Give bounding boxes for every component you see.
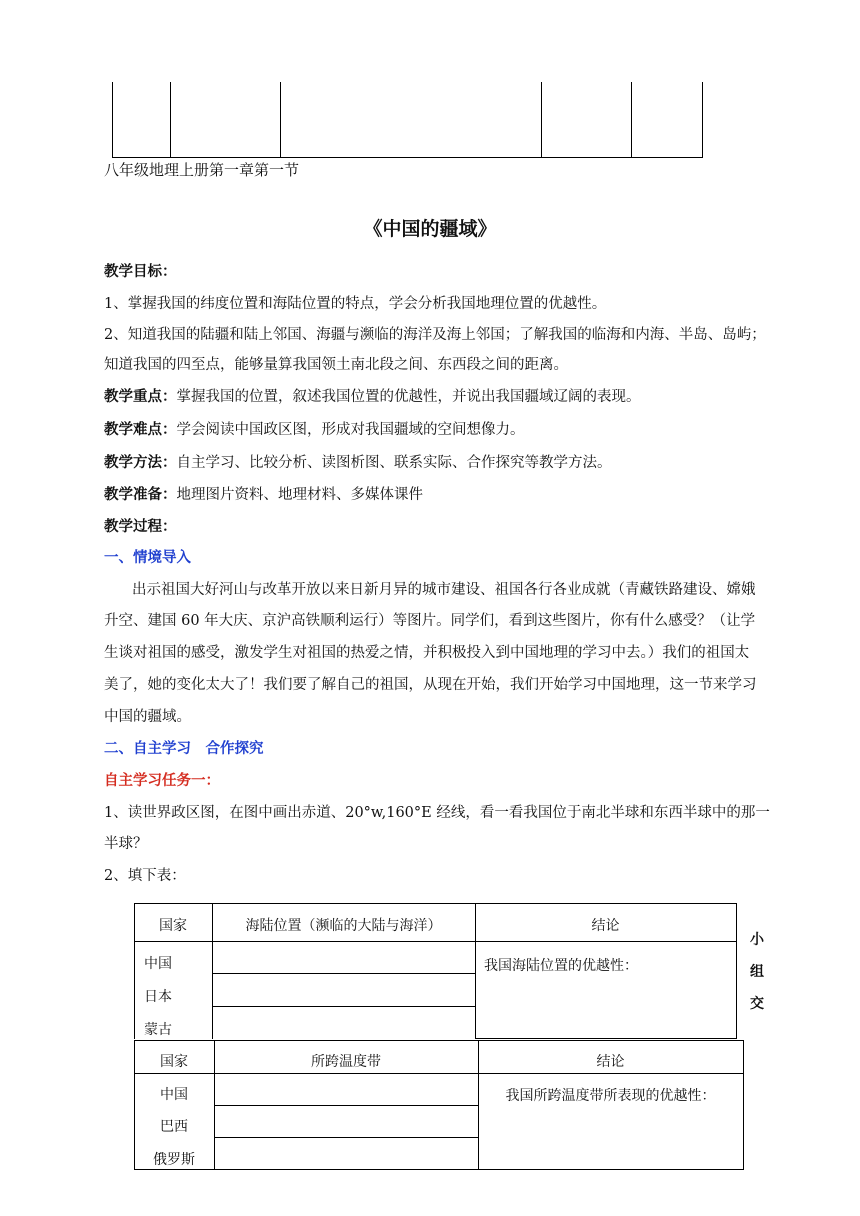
goal-line: 2、知道我国的陆疆和陆上邻国、海疆与濒临的海洋及海上邻国；了解我国的临海和内海、半岛、岛屿； <box>104 327 766 343</box>
section1-line: 升空、建国 60 年大庆、京沪高铁顺利运行）等图片。同学们，看到这些图片，你有什么感受？（让学 <box>104 613 756 629</box>
key-point-label: 教学重点： <box>104 389 177 405</box>
methods-label: 教学方法： <box>104 455 177 471</box>
task-line: 半球？ <box>104 836 148 852</box>
top-table-border <box>112 157 702 158</box>
methods-text: 自主学习、比较分析、读图析图、联系实际、合作探究等教学方法。 <box>176 455 612 471</box>
difficulty <box>104 420 525 440</box>
preparation <box>104 485 423 505</box>
table-conclusion: 我国所跨温度带所表现的优越性： <box>505 1088 716 1104</box>
table-row-country: 蒙古 <box>144 1022 172 1038</box>
table-border <box>212 1006 475 1007</box>
side-note-char: 组 <box>750 964 764 980</box>
table-border <box>214 1137 478 1138</box>
preparation-text: 地理图片资料、地理材料、多媒体课件 <box>176 487 423 503</box>
table-border <box>212 973 475 974</box>
section1-line: 美了，她的变化太大了！我们要了解自己的祖国，从现在开始，我们开始学习中国地理，这一节来学习 <box>104 677 757 693</box>
table-row-country: 中国 <box>160 1087 188 1103</box>
top-table-border <box>170 82 171 158</box>
task-heading: 自主学习任务一： <box>104 773 220 789</box>
side-note-char: 交 <box>750 996 764 1012</box>
table-border <box>134 1073 743 1074</box>
page-title: 《中国的疆域》 <box>363 218 497 240</box>
section2-heading: 二、自主学习 合作探究 <box>104 741 264 757</box>
subtitle: 八年级地理上册第一章第一节 <box>104 161 300 179</box>
top-table-border <box>280 82 281 158</box>
goals-heading: 教学目标： <box>104 264 177 280</box>
table-border <box>134 903 736 904</box>
top-table-border <box>631 82 632 158</box>
table-header: 所跨温度带 <box>311 1054 381 1070</box>
table-border <box>214 1105 478 1106</box>
methods <box>104 453 612 473</box>
table-border <box>475 1038 736 1039</box>
top-table-border <box>112 82 113 158</box>
goal-line: 1、掌握我国的纬度位置和海陆位置的特点，学会分析我国地理位置的优越性。 <box>104 296 607 312</box>
table-border <box>134 1040 743 1041</box>
section1-heading: 一、情境导入 <box>104 550 191 566</box>
top-table-border <box>541 82 542 158</box>
table-row-country: 中国 <box>144 956 172 972</box>
table-conclusion: 我国海陆位置的优越性： <box>484 958 638 974</box>
table-border <box>134 941 736 942</box>
table-header: 结论 <box>591 918 620 934</box>
top-table-border <box>702 82 703 158</box>
table-row-country: 日本 <box>144 989 172 1005</box>
table-row-country: 巴西 <box>160 1119 188 1135</box>
key-point <box>104 387 641 407</box>
table-header: 结论 <box>596 1054 625 1070</box>
section1-line: 出示祖国大好河山与改革开放以来日新月异的城市建设、祖国各行各业成就（青藏铁路建设、嫦娥 <box>132 582 756 598</box>
table-border <box>743 1040 744 1170</box>
goal-line: 知道我国的四至点，能够量算我国领土南北段之间、东西段之间的距离。 <box>104 357 568 373</box>
difficulty-text: 学会阅读中国政区图，形成对我国疆域的空间想像力。 <box>176 422 525 438</box>
table-border <box>736 903 737 1039</box>
preparation-label: 教学准备： <box>104 487 177 503</box>
difficulty-label: 教学难点： <box>104 422 177 438</box>
section1-line: 中国的疆域。 <box>104 709 191 725</box>
table-header: 国家 <box>160 1054 188 1070</box>
table-border <box>134 1169 743 1170</box>
table-row-country: 俄罗斯 <box>153 1152 195 1168</box>
table-header: 国家 <box>159 918 187 934</box>
side-note-char: 小 <box>750 932 764 948</box>
section1-line: 生谈对祖国的感受，激发学生对祖国的热爱之情，并积极投入到中国地理的学习中去。）我们的祖国太 <box>104 645 750 661</box>
key-point-text: 掌握我国的位置，叙述我国位置的优越性，并说出我国疆域辽阔的表现。 <box>176 389 641 405</box>
task-line: 1、读世界政区图，在图中画出赤道、20°w,160°E 经线，看一看我国位于南北半球和东西半球中的那一 <box>104 805 770 821</box>
fill-label: 2、填下表： <box>104 868 186 884</box>
table-header: 海陆位置（濒临的大陆与海洋） <box>245 918 442 934</box>
process-heading: 教学过程： <box>104 519 177 535</box>
